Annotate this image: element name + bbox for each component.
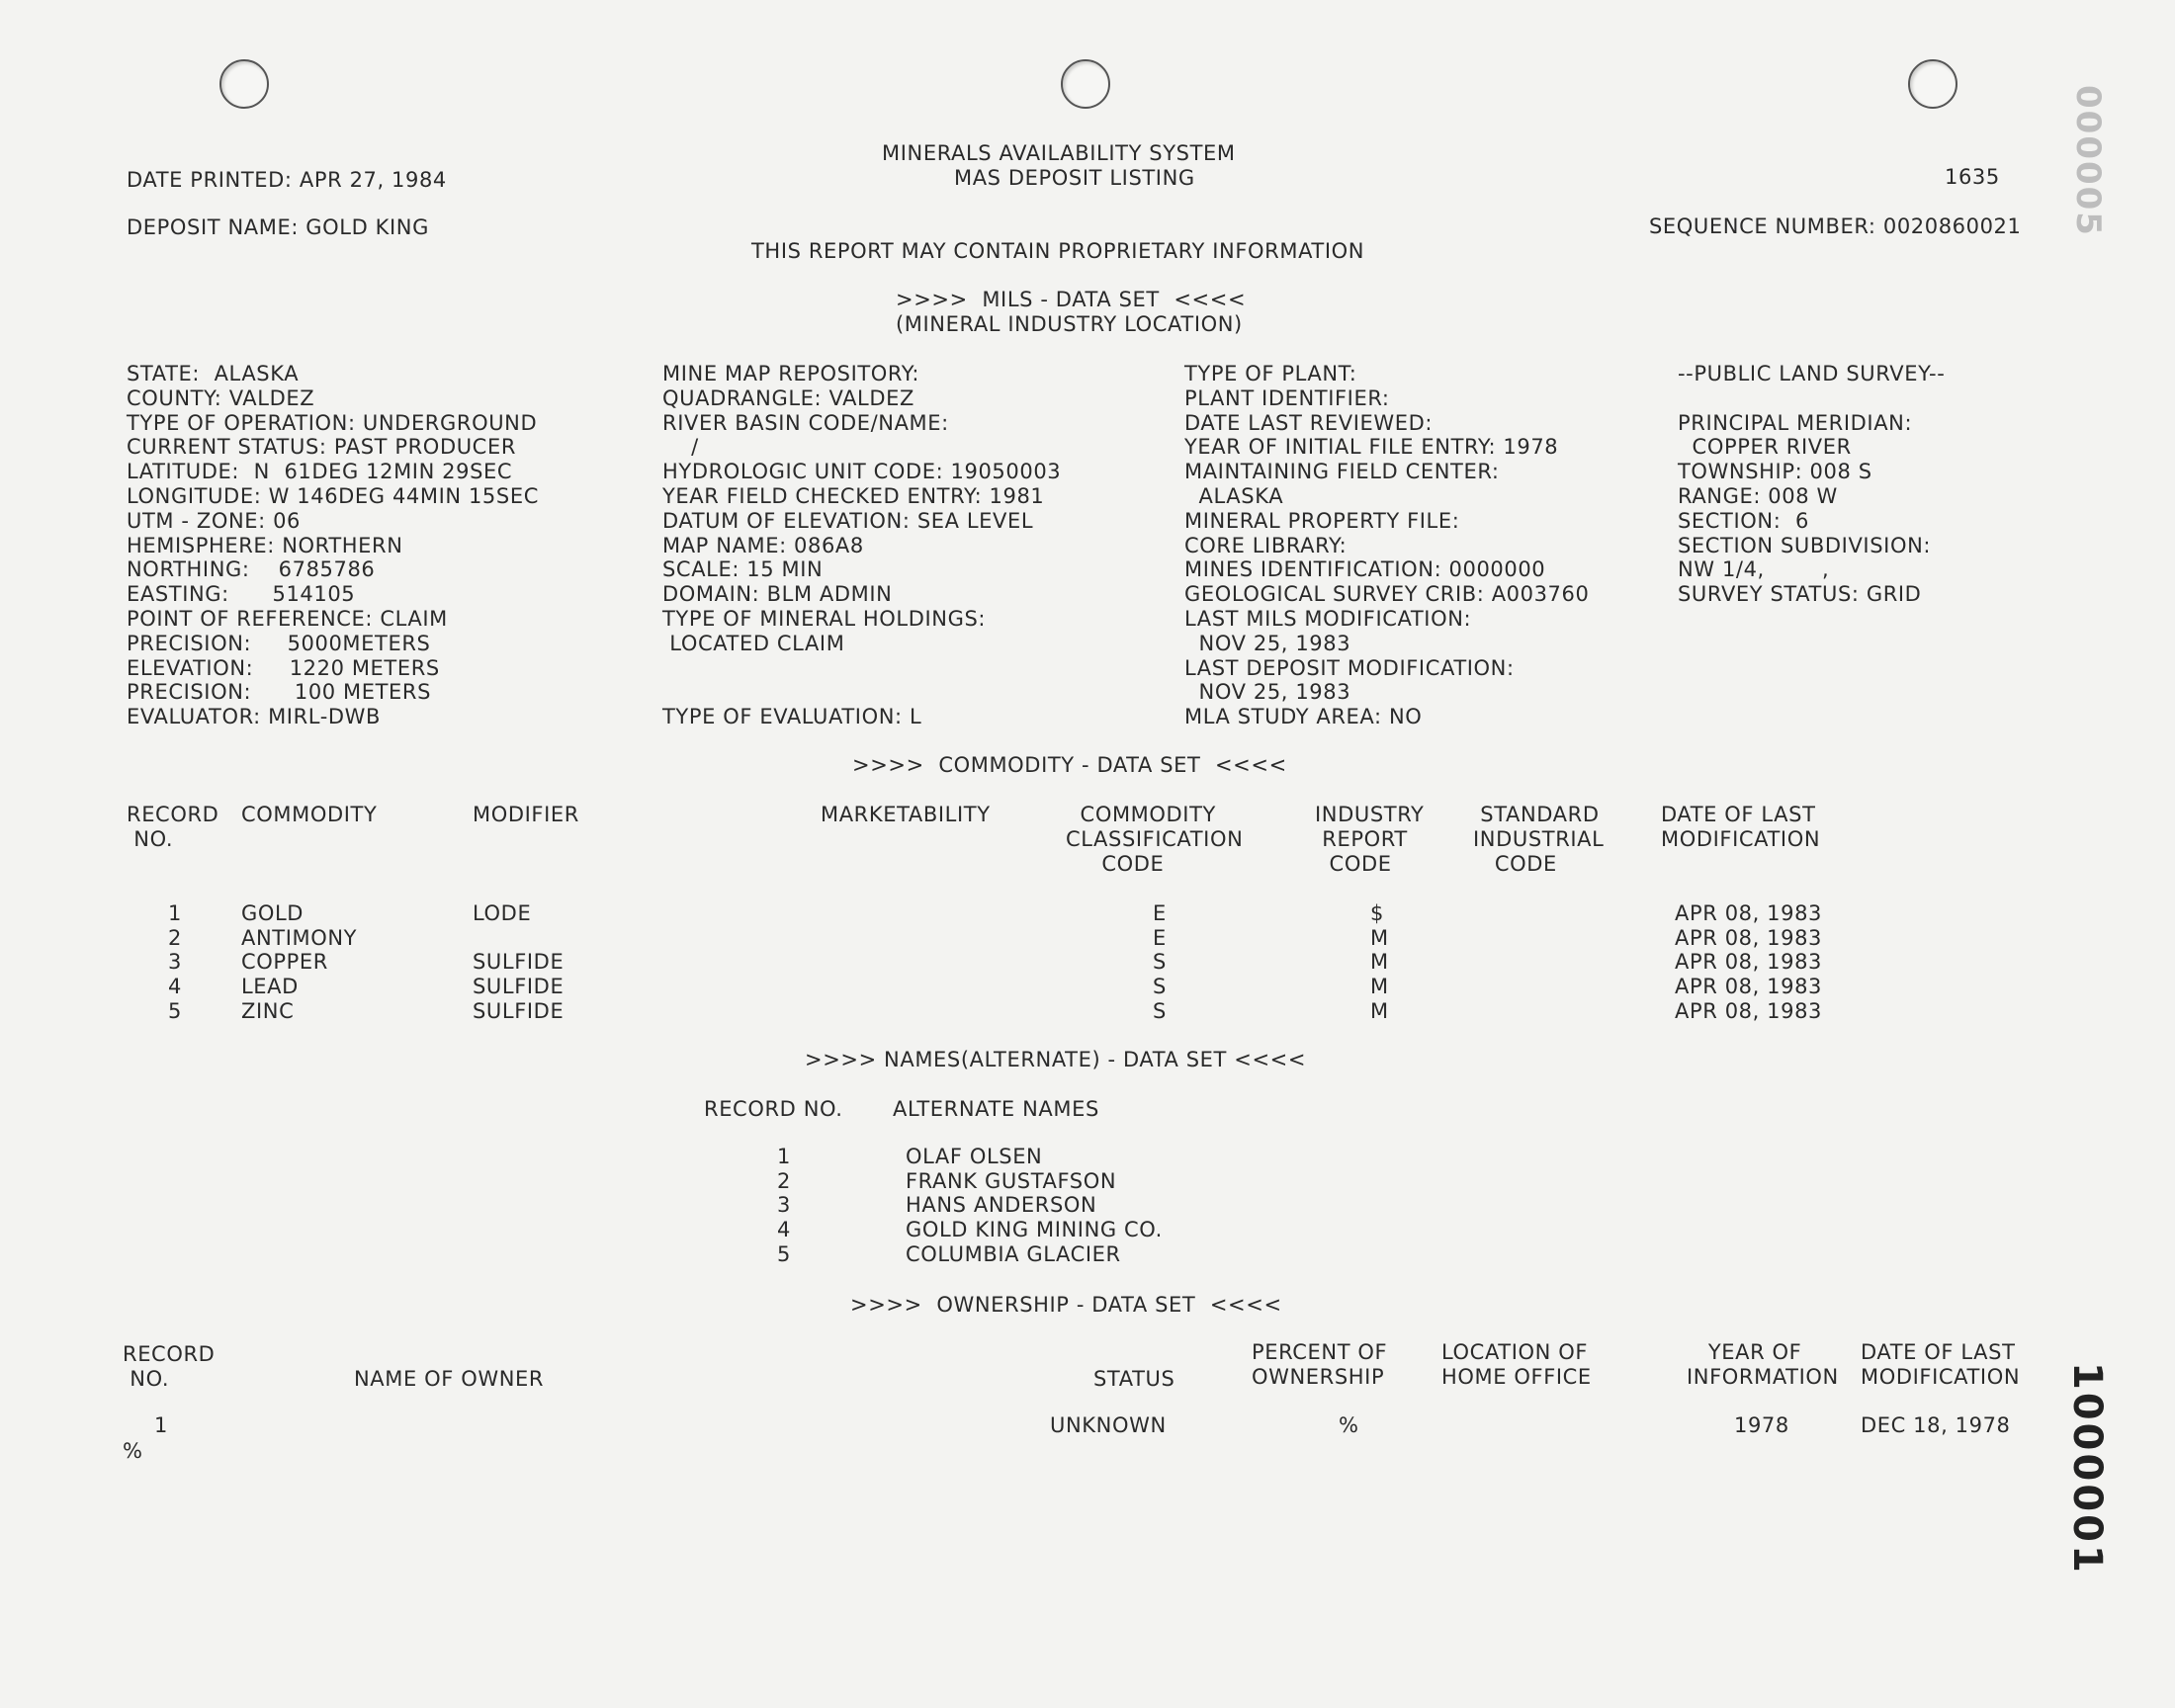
mils-field: DATUM OF ELEVATION: SEA LEVEL	[662, 508, 1034, 533]
alternate-name: FRANK GUSTAFSON	[906, 1168, 1117, 1193]
commodity-header-commodity: COMMODITY	[241, 803, 378, 826]
alternate-name-record-no: 5	[777, 1241, 791, 1266]
mils-field: COUNTY: VALDEZ	[127, 385, 315, 410]
mils-field: YEAR FIELD CHECKED ENTRY: 1981	[662, 483, 1045, 508]
mils-field: TYPE OF EVALUATION: L	[662, 705, 922, 729]
names-heading: >>>> NAMES(ALTERNATE) - DATA SET <<<<	[805, 1048, 1307, 1071]
ownership-date: DEC 18, 1978	[1861, 1413, 2011, 1437]
mils-field: GEOLOGICAL SURVEY CRIB: A003760	[1184, 582, 1590, 607]
commodity-date: APR 08, 1983	[1675, 925, 1823, 950]
mils-field: TYPE OF OPERATION: UNDERGROUND	[127, 410, 538, 435]
mils-field: SECTION SUBDIVISION:	[1678, 533, 1932, 557]
commodity-date: APR 08, 1983	[1675, 998, 1823, 1023]
commodity-record-no: 1	[168, 901, 182, 925]
commodity-header-modifier: MODIFIER	[473, 803, 579, 826]
alternate-name: OLAF OLSEN	[906, 1145, 1043, 1168]
mils-field: UTM - ZONE: 06	[127, 508, 302, 533]
mils-field: CURRENT STATUS: PAST PRODUCER	[127, 435, 517, 460]
mils-field: TOWNSHIP: 008 S	[1678, 460, 1872, 484]
mils-field: NOV 25, 1983	[1184, 631, 1351, 655]
mils-field: TYPE OF PLANT:	[1184, 362, 1357, 385]
ownership-header-record: RECORD NO.	[123, 1342, 216, 1391]
ownership-year: 1978	[1734, 1413, 1789, 1437]
stamp-top-right: 000005	[2068, 85, 2108, 237]
commodity-record-no: 5	[168, 998, 182, 1023]
mils-field: MINE MAP REPOSITORY:	[662, 362, 920, 385]
page-number: 1635	[1945, 165, 2000, 189]
commodity-record-no: 4	[168, 975, 182, 999]
commodity-class-code: S	[1153, 950, 1167, 975]
mils-column-administration	[1184, 362, 1589, 729]
mils-field: NW 1/4, ,	[1678, 557, 1830, 582]
commodity-name: ZINC	[241, 998, 295, 1023]
ownership-header-status: STATUS	[1093, 1367, 1175, 1391]
mils-field: PRECISION: 5000METERS	[127, 631, 431, 655]
mils-field: NOV 25, 1983	[1184, 680, 1351, 705]
ownership-header-date: DATE OF LAST MODIFICATION	[1861, 1340, 2021, 1389]
mils-field	[662, 656, 1061, 681]
commodity-header-industry: INDUSTRY REPORT CODE	[1315, 803, 1425, 876]
mils-field: /	[662, 435, 699, 460]
mils-column-public-land-survey	[1678, 362, 1945, 607]
commodity-industry-code: M	[1370, 975, 1389, 999]
mils-field: NORTHING: 6785786	[127, 557, 376, 582]
mils-field	[662, 680, 1061, 705]
sequence-number: SEQUENCE NUMBER: 0020860021	[1649, 214, 2022, 238]
mils-field: MLA STUDY AREA: NO	[1184, 705, 1423, 729]
ownership-status: UNKNOWN	[1050, 1413, 1167, 1437]
commodity-class-code: E	[1153, 901, 1167, 925]
mils-field: LAST DEPOSIT MODIFICATION:	[1184, 655, 1515, 680]
commodity-name: COPPER	[241, 950, 328, 975]
mils-field: ALASKA	[1184, 483, 1284, 508]
commodity-header-marketability: MARKETABILITY	[821, 803, 991, 826]
mils-field: MINERAL PROPERTY FILE:	[1184, 508, 1460, 533]
deposit-name: DEPOSIT NAME: GOLD KING	[127, 215, 429, 239]
mils-field: HEMISPHERE: NORTHERN	[127, 533, 403, 557]
commodity-header-record: RECORD NO.	[127, 803, 219, 851]
mils-field: QUADRANGLE: VALDEZ	[662, 385, 914, 410]
commodity-modifier: LODE	[473, 901, 532, 925]
commodity-class-code: E	[1153, 925, 1167, 950]
commodity-date: APR 08, 1983	[1675, 950, 1823, 975]
mils-field: TYPE OF MINERAL HOLDINGS:	[662, 606, 987, 631]
alternate-name-record-no: 3	[777, 1193, 791, 1218]
commodity-industry-code: M	[1370, 998, 1389, 1023]
mils-field: MAINTAINING FIELD CENTER:	[1184, 460, 1500, 484]
ownership-header-year: YEAR OF INFORMATION	[1687, 1340, 1839, 1389]
mils-field: EASTING: 514105	[127, 582, 356, 607]
alternate-name: HANS ANDERSON	[906, 1193, 1097, 1218]
mils-field: HYDROLOGIC UNIT CODE: 19050003	[662, 460, 1062, 484]
names-header-record: RECORD NO.	[704, 1097, 843, 1121]
punch-hole-left	[219, 59, 269, 109]
alternate-name: GOLD KING MINING CO.	[906, 1218, 1163, 1242]
alternate-name-record-no: 2	[777, 1168, 791, 1193]
commodity-class-code: S	[1153, 975, 1167, 999]
mils-field: POINT OF REFERENCE: CLAIM	[127, 606, 448, 631]
mils-field: DOMAIN: BLM ADMIN	[662, 582, 893, 607]
mils-field: LAST MILS MODIFICATION:	[1184, 606, 1472, 631]
stamp-bottom-right: 1000001	[2064, 1362, 2110, 1576]
mils-field: MINES IDENTIFICATION: 0000000	[1184, 557, 1546, 582]
mils-heading: >>>> MILS - DATA SET <<<<	[896, 288, 1247, 311]
mils-subheading: (MINERAL INDUSTRY LOCATION)	[896, 312, 1243, 336]
ownership-heading: >>>> OWNERSHIP - DATA SET <<<<	[850, 1293, 1282, 1317]
mils-field: SCALE: 15 MIN	[662, 557, 824, 582]
ownership-header-percent: PERCENT OF OWNERSHIP	[1252, 1340, 1388, 1389]
commodity-industry-code: $	[1370, 901, 1384, 925]
mils-field: RANGE: 008 W	[1678, 483, 1838, 508]
punch-hole-center	[1061, 59, 1110, 109]
commodity-modifier: SULFIDE	[473, 950, 565, 975]
commodity-industry-code: M	[1370, 950, 1389, 975]
mils-field: ELEVATION: 1220 METERS	[127, 655, 440, 680]
mils-field: MAP NAME: 086A8	[662, 533, 864, 557]
system-title: MINERALS AVAILABILITY SYSTEM	[882, 141, 1236, 165]
mils-field: PRINCIPAL MERIDIAN:	[1678, 410, 1913, 435]
mils-column-general	[127, 362, 539, 729]
mils-field: LOCATED CLAIM	[662, 631, 845, 655]
commodity-header-classification: COMMODITY CLASSIFICATION CODE	[1066, 803, 1244, 876]
commodity-record-no: 3	[168, 950, 182, 975]
punch-hole-right	[1908, 59, 1958, 109]
mils-field: COPPER RIVER	[1678, 435, 1852, 460]
mils-field: SECTION: 6	[1678, 508, 1809, 533]
mils-field: YEAR OF INITIAL FILE ENTRY: 1978	[1184, 435, 1559, 460]
mils-field: RIVER BASIN CODE/NAME:	[662, 410, 949, 435]
commodity-industry-code: M	[1370, 925, 1389, 950]
ownership-trailer: %	[123, 1439, 143, 1463]
mils-field: DATE LAST REVIEWED:	[1184, 410, 1434, 435]
commodity-name: ANTIMONY	[241, 925, 358, 950]
mils-field	[1678, 386, 1945, 411]
mils-field: PLANT IDENTIFIER:	[1184, 385, 1390, 410]
mils-column-mapping	[662, 362, 1061, 729]
ownership-percent: %	[1339, 1413, 1359, 1437]
commodity-header-sic: STANDARD INDUSTRIAL CODE	[1473, 803, 1605, 876]
mils-field: LONGITUDE: W 146DEG 44MIN 15SEC	[127, 483, 539, 508]
commodity-class-code: S	[1153, 998, 1167, 1023]
commodity-date: APR 08, 1983	[1675, 901, 1823, 925]
alternate-name-record-no: 4	[777, 1218, 791, 1242]
mils-field: EVALUATOR: MIRL-DWB	[127, 705, 382, 729]
mils-field: SURVEY STATUS: GRID	[1678, 582, 1922, 607]
alternate-name: COLUMBIA GLACIER	[906, 1241, 1121, 1266]
names-header-names: ALTERNATE NAMES	[893, 1097, 1099, 1121]
commodity-modifier: SULFIDE	[473, 975, 565, 999]
mils-field: STATE: ALASKA	[127, 362, 300, 385]
ownership-record-no: 1	[154, 1413, 168, 1437]
ownership-header-owner: NAME OF OWNER	[354, 1367, 545, 1391]
commodity-name: LEAD	[241, 975, 299, 999]
commodity-modifier: SULFIDE	[473, 998, 565, 1023]
commodity-header-date: DATE OF LAST MODIFICATION	[1661, 803, 1821, 851]
proprietary-notice: THIS REPORT MAY CONTAIN PROPRIETARY INFORMATION	[751, 239, 1365, 263]
alternate-name-record-no: 1	[777, 1145, 791, 1168]
mils-field: PRECISION: 100 METERS	[127, 680, 432, 705]
mils-field: CORE LIBRARY:	[1184, 533, 1348, 557]
ownership-header-location: LOCATION OF HOME OFFICE	[1441, 1340, 1592, 1389]
commodity-name: GOLD	[241, 901, 304, 925]
commodity-heading: >>>> COMMODITY - DATA SET <<<<	[852, 753, 1287, 777]
listing-title: MAS DEPOSIT LISTING	[954, 166, 1195, 190]
date-printed: DATE PRINTED: APR 27, 1984	[127, 168, 447, 192]
mils-field: --PUBLIC LAND SURVEY--	[1678, 362, 1946, 385]
commodity-date: APR 08, 1983	[1675, 975, 1823, 999]
commodity-record-no: 2	[168, 925, 182, 950]
mils-field: LATITUDE: N 61DEG 12MIN 29SEC	[127, 460, 513, 484]
